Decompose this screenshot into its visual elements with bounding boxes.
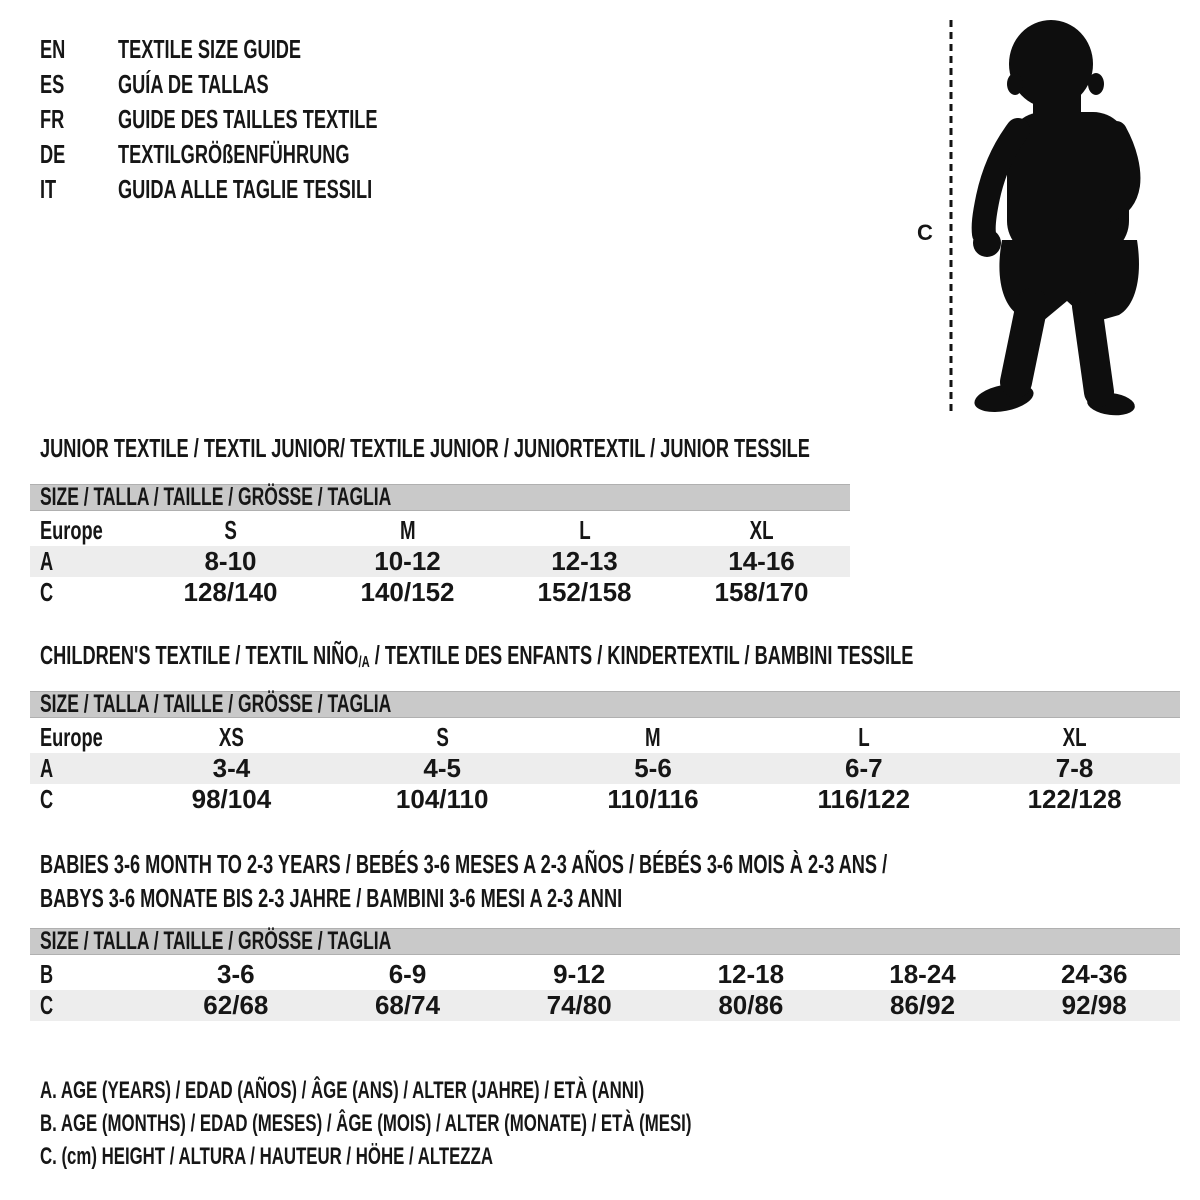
lang-code-en: EN: [40, 34, 66, 64]
children-section-title: CHILDREN'S TEXTILE / TEXTIL NIÑO/A / TEXTILE DES ENFANTS / KINDERTEXTIL / BAMBINI TESSILE: [40, 640, 914, 671]
size-header-bar: SIZE / TALLA / TAILLE / GRÖSSE / TAGLIA: [30, 928, 1180, 955]
size-header-bar: SIZE / TALLA / TAILLE / GRÖSSE / TAGLIA: [30, 484, 850, 511]
lang-label-es: GUÍA DE TALLAS: [118, 69, 269, 99]
table-row-a: A 3-4 4-5 5-6 6-7 7-8: [30, 753, 1180, 784]
table-row-a: A 8-10 10-12 12-13 14-16: [30, 546, 850, 577]
table-row-c: C 128/140 140/152 152/158 158/170: [40, 577, 809, 607]
toddler-silhouette-icon: [915, 12, 1147, 420]
table-row-europe: Europe XS S M L XL: [40, 722, 1087, 752]
junior-section-title: JUNIOR TEXTILE / TEXTIL JUNIOR/ TEXTILE JUNIOR / JUNIORTEXTIL / JUNIOR TESSILE: [40, 433, 810, 463]
lang-code-de: DE: [40, 139, 66, 169]
babies-size-table: [30, 928, 1180, 1021]
children-size-table: [30, 691, 1180, 815]
measure-legend: [40, 1074, 971, 1173]
lang-label-de: TEXTILGRÖßENFÜHRUNG: [118, 139, 350, 169]
lang-row-fr: [40, 102, 489, 137]
lang-row-it: [40, 172, 489, 207]
size-header-bar: SIZE / TALLA / TAILLE / GRÖSSE / TAGLIA: [30, 691, 1180, 718]
lang-label-fr: GUIDE DES TAILLES TEXTILE: [118, 104, 378, 134]
measure-label-c: C: [917, 220, 933, 245]
lang-row-es: [40, 67, 489, 102]
lang-code-fr: FR: [40, 104, 65, 134]
table-row-europe: Europe S M L XL: [40, 515, 774, 545]
lang-row-de: [40, 137, 489, 172]
table-row-c: C 98/104 104/110 110/116 116/122 122/128: [40, 784, 1122, 814]
lang-code-it: IT: [40, 174, 57, 204]
legend-line-a: A. AGE (YEARS) / EDAD (AÑOS) / ÂGE (ANS) / ALTER (JAHRE) / ETÀ (ANNI): [40, 1076, 645, 1104]
legend-line-b: B. AGE (MONTHS) / EDAD (MESES) / ÂGE (MOIS) / ALTER (MONATE) / ETÀ (MESI): [40, 1109, 692, 1137]
lang-label-it: GUIDA ALLE TAGLIE TESSILI: [118, 174, 373, 204]
babies-section-title: BABIES 3-6 MONTH TO 2-3 YEARS / BEBÉS 3-6 MESES A 2-3 AÑOS / BÉBÉS 3-6 MOIS À 2-3 ANS / BABYS 3-6 MONATE BIS 2-3 JAHRE / BAMBINI 3-6 MESI A 2-3 ANNI: [40, 849, 888, 913]
legend-line-c: C. (cm) HEIGHT / ALTURA / HAUTEUR / HÖHE / ALTEZZA: [40, 1142, 493, 1170]
lang-label-en: TEXTILE SIZE GUIDE: [118, 34, 302, 64]
junior-size-table: [30, 484, 850, 608]
lang-row-en: [40, 32, 489, 67]
height-measure-figure: [915, 12, 1147, 420]
lang-code-es: ES: [40, 69, 65, 99]
table-row-b: B 3-6 6-9 9-12 12-18 18-24 24-36: [40, 959, 1128, 989]
table-row-c: C 62/68 68/74 74/80 80/86 86/92 92/98: [30, 990, 1180, 1021]
language-title-list: [40, 32, 489, 207]
